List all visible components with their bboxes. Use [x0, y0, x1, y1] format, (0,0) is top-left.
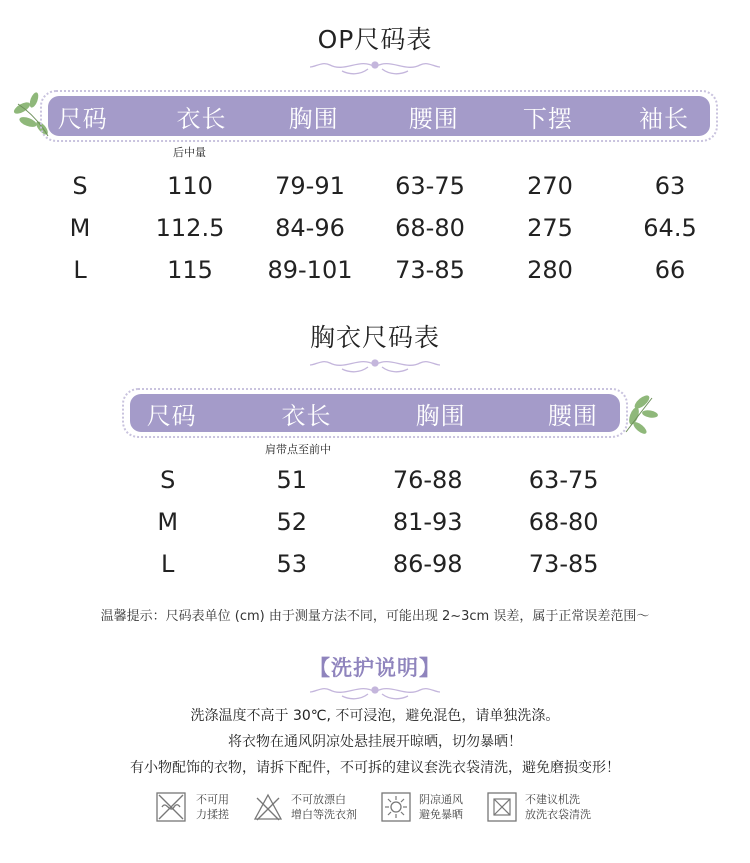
- table-row: [120, 501, 640, 543]
- op-header-frame: [40, 90, 718, 142]
- no-wring-icon: [156, 792, 186, 822]
- care-icon-group: [253, 792, 357, 822]
- bra-header-waist: 腰围: [547, 401, 598, 430]
- bust-cell: 79-91: [275, 172, 345, 200]
- bra-length-note: 肩带点至前中: [265, 443, 331, 456]
- icon-label-line: 不可放漂白: [291, 793, 346, 806]
- care-icon-group: [156, 792, 229, 822]
- care-line-2: 将衣物在通风阴凉处悬挂展开晾晒，切勿暴晒！: [228, 734, 522, 750]
- care-icon-group: [381, 792, 463, 822]
- icon-label-line: 力揉搓: [196, 808, 229, 821]
- hem-cell: 270: [527, 172, 573, 200]
- bust-cell: 76-88: [392, 466, 463, 494]
- table-row: [30, 249, 730, 291]
- care-icon-group: [487, 792, 591, 822]
- op-header-hem: 下摆: [522, 104, 573, 133]
- hem-cell: 280: [527, 256, 573, 284]
- length-cell: 112.5: [155, 214, 225, 242]
- waist-cell: 63-75: [528, 466, 599, 494]
- no-bleach-icon: [253, 792, 283, 822]
- waist-cell: 73-85: [528, 550, 599, 578]
- bra-header-bust: 胸围: [415, 401, 466, 430]
- waist-cell: 63-75: [395, 172, 465, 200]
- icon-label-line: 不可用: [196, 793, 229, 806]
- care-title: 【洗护说明】: [309, 656, 441, 680]
- size-cell: M: [157, 508, 179, 536]
- sleeve-cell: 63: [654, 172, 686, 200]
- table-row: [120, 543, 640, 585]
- length-cell: 52: [276, 508, 307, 536]
- size-cell: L: [161, 550, 175, 578]
- op-header-length: 衣长: [176, 104, 227, 133]
- bra-header-size: 尺码: [146, 401, 197, 430]
- table-row: [120, 459, 640, 501]
- title-flourish-1: [0, 55, 750, 77]
- size-cell: S: [160, 466, 176, 494]
- table-row: [30, 165, 730, 207]
- op-table-body: [30, 165, 730, 291]
- title-flourish-3: [0, 680, 750, 702]
- no-machine-wash-icon: [487, 792, 517, 822]
- title-flourish-2: [0, 353, 750, 375]
- op-header-size: 尺码: [57, 104, 108, 133]
- size-cell: S: [72, 172, 88, 200]
- bust-cell: 81-93: [392, 508, 463, 536]
- sleeve-cell: 66: [654, 256, 686, 284]
- hem-cell: 275: [527, 214, 573, 242]
- size-cell: L: [73, 256, 87, 284]
- waist-cell: 68-80: [528, 508, 599, 536]
- bust-cell: 84-96: [275, 214, 345, 242]
- length-cell: 51: [276, 466, 307, 494]
- measurement-tip: 温馨提示：尺码表单位 (cm) 由于测量方法不同，可能出现 2~3cm 误差，属于正常误差范围～: [100, 609, 650, 624]
- icon-label-line: 增白等洗衣剂: [291, 808, 357, 821]
- op-header-waist: 腰围: [408, 104, 459, 133]
- care-line-3: 有小物配饰的衣物，请拆下配件，不可拆的建议套洗衣袋清洗，避免磨损变形！: [130, 760, 620, 776]
- icon-label-line: 阴凉通风: [419, 793, 463, 806]
- length-cell: 115: [167, 256, 213, 284]
- op-header-bust: 胸围: [288, 104, 339, 133]
- bra-header-bar: [130, 394, 620, 432]
- waist-cell: 73-85: [395, 256, 465, 284]
- waist-cell: 68-80: [395, 214, 465, 242]
- op-header-sleeve: 袖长: [638, 104, 689, 133]
- op-header-bar: [48, 96, 710, 136]
- bra-table-body: [120, 459, 640, 585]
- bust-cell: 86-98: [392, 550, 463, 578]
- sleeve-cell: 64.5: [643, 214, 697, 242]
- bra-table-title: 胸衣尺码表: [309, 323, 440, 352]
- shade-dry-icon: [381, 792, 411, 822]
- icon-label-line: 避免暴晒: [419, 808, 463, 821]
- bra-header-length: 衣长: [281, 401, 332, 430]
- length-cell: 110: [167, 172, 213, 200]
- icon-label-line: 不建议机洗: [525, 793, 580, 806]
- leaf-decoration-icon: [612, 388, 662, 438]
- table-row: [30, 207, 730, 249]
- length-cell: 53: [276, 550, 307, 578]
- icon-label-line: 放洗衣袋清洗: [525, 808, 591, 821]
- bust-cell: 89-101: [267, 256, 353, 284]
- op-table-title: OP尺码表: [317, 25, 433, 54]
- bra-header-frame: [122, 388, 628, 438]
- op-length-note: 后中量: [173, 146, 206, 159]
- size-cell: M: [69, 214, 91, 242]
- care-line-1: 洗涤温度不高于 30℃, 不可浸泡，避免混色，请单独洗涤。: [190, 708, 560, 724]
